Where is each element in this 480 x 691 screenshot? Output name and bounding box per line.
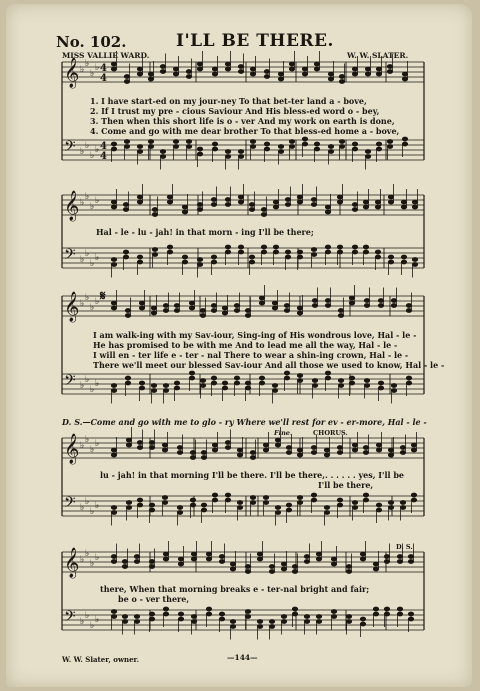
svg-text:♭: ♭ bbox=[95, 63, 100, 73]
hymn-number: No. 102. bbox=[56, 33, 127, 51]
svg-text:♭: ♭ bbox=[85, 141, 90, 151]
svg-text:♭: ♭ bbox=[90, 69, 95, 79]
svg-text:♭: ♭ bbox=[80, 441, 85, 451]
section-3-verse-4: There we'll meet our blessed Sav-iour And all those we used to know, Hal - le - bbox=[93, 360, 445, 370]
svg-text:♭: ♭ bbox=[80, 555, 85, 565]
section-3-verse-3: I will en - ter life e - ter - nal There to wear a shin-ing crown, Hal - le - bbox=[93, 350, 409, 360]
svg-text:♭: ♭ bbox=[90, 303, 95, 313]
svg-text:♭: ♭ bbox=[85, 59, 90, 69]
svg-text:𝄞: 𝄞 bbox=[64, 548, 80, 578]
svg-text:♭: ♭ bbox=[95, 297, 100, 307]
svg-text:♭: ♭ bbox=[80, 503, 85, 513]
svg-text:♭: ♭ bbox=[80, 381, 85, 391]
svg-text:𝄞: 𝄞 bbox=[64, 191, 80, 221]
svg-text:♭: ♭ bbox=[85, 375, 90, 385]
svg-text:♭: ♭ bbox=[80, 617, 85, 627]
line-4-lyric: lu - jah! in that morning I'll be there. I'll be there,. . . . . . yes, I'll be bbox=[100, 470, 405, 480]
svg-text:♭: ♭ bbox=[95, 553, 100, 563]
ds-lyric-line: D. S.—Come and go with me to glo - ry Where we'll rest for ev - er-more, Hal - le - bbox=[62, 417, 427, 427]
line-5-sub-lyric: be o - ver there, bbox=[118, 594, 190, 604]
chorus-label: CHORUS. bbox=[313, 429, 348, 437]
svg-text:♭: ♭ bbox=[90, 259, 95, 269]
svg-text:𝄢: 𝄢 bbox=[64, 608, 76, 629]
svg-text:♭: ♭ bbox=[95, 379, 100, 389]
svg-text:♭: ♭ bbox=[90, 621, 95, 631]
svg-text:♭: ♭ bbox=[95, 196, 100, 206]
line-4-sub-lyric: I'll be there, bbox=[318, 480, 374, 490]
hymn-title: I'LL BE THERE. bbox=[176, 31, 334, 51]
svg-text:♭: ♭ bbox=[85, 435, 90, 445]
svg-text:4: 4 bbox=[100, 151, 107, 162]
ds-marker: D. S. bbox=[396, 543, 413, 551]
svg-text:4: 4 bbox=[100, 141, 107, 152]
svg-text:♭: ♭ bbox=[95, 253, 100, 263]
svg-text:𝄢: 𝄢 bbox=[64, 494, 76, 515]
svg-text:♭: ♭ bbox=[85, 293, 90, 303]
verse-4-line: 4. Come and go with me dear brother To that bless-ed home a - bove, bbox=[90, 126, 400, 136]
svg-text:♭: ♭ bbox=[90, 507, 95, 517]
svg-text:♭: ♭ bbox=[80, 65, 85, 75]
svg-text:♭: ♭ bbox=[80, 198, 85, 208]
svg-text:♭: ♭ bbox=[80, 147, 85, 157]
svg-text:𝄢: 𝄢 bbox=[64, 138, 76, 159]
svg-text:♭: ♭ bbox=[90, 151, 95, 161]
svg-text:4: 4 bbox=[100, 73, 107, 84]
svg-text:♭: ♭ bbox=[85, 611, 90, 621]
svg-text:𝄢: 𝄢 bbox=[64, 246, 76, 267]
segno-sign: 𝄋 bbox=[100, 289, 106, 304]
section-3-verse-2: He has promised to be with me And to lead me all the way, Hal - le - bbox=[93, 340, 398, 350]
svg-text:♭: ♭ bbox=[85, 549, 90, 559]
line-2-lyric: Hal - le - lu - jah! in that morn - ing I'll be there; bbox=[96, 227, 314, 237]
owner-credit: W. W. Slater, owner. bbox=[62, 655, 139, 664]
line-5-lyric: there, When that morning breaks e - ter-nal bright and fair; bbox=[100, 584, 370, 594]
svg-text:𝄞: 𝄞 bbox=[64, 292, 80, 322]
svg-text:𝄢: 𝄢 bbox=[64, 372, 76, 393]
svg-text:♭: ♭ bbox=[90, 445, 95, 455]
fine-label: Fine. bbox=[274, 429, 293, 437]
verse-1-line: 1. I have start-ed on my jour-ney To that bet-ter land a - bove, bbox=[90, 96, 367, 106]
page-number: —144— bbox=[227, 653, 258, 662]
svg-text:♭: ♭ bbox=[95, 615, 100, 625]
svg-text:♭: ♭ bbox=[90, 202, 95, 212]
svg-text:4: 4 bbox=[100, 63, 107, 74]
svg-text:♭: ♭ bbox=[95, 145, 100, 155]
svg-text:♭: ♭ bbox=[80, 255, 85, 265]
svg-text:♭: ♭ bbox=[85, 249, 90, 259]
svg-text:♭: ♭ bbox=[90, 559, 95, 569]
verse-2-line: 2. If I trust my pre - cious Saviour And His bless-ed word o - bey, bbox=[90, 106, 380, 116]
verse-3-line: 3. Then when this short life is o - ver And my work on earth is done, bbox=[90, 116, 395, 126]
svg-text:𝄞: 𝄞 bbox=[64, 58, 80, 88]
lyricist-credit: MISS VALLIE WARD. bbox=[62, 51, 150, 60]
composer-credit: W. W. SLATER. bbox=[347, 51, 409, 60]
svg-text:𝄞: 𝄞 bbox=[64, 434, 80, 464]
svg-text:♭: ♭ bbox=[95, 501, 100, 511]
svg-text:♭: ♭ bbox=[80, 299, 85, 309]
section-3-verse-1: I am walk-ing with my Sav-iour, Sing-ing of His wondrous love, Hal - le - bbox=[93, 330, 417, 340]
svg-text:♭: ♭ bbox=[85, 497, 90, 507]
svg-text:♭: ♭ bbox=[90, 385, 95, 395]
svg-text:♭: ♭ bbox=[85, 192, 90, 202]
svg-text:♭: ♭ bbox=[95, 439, 100, 449]
